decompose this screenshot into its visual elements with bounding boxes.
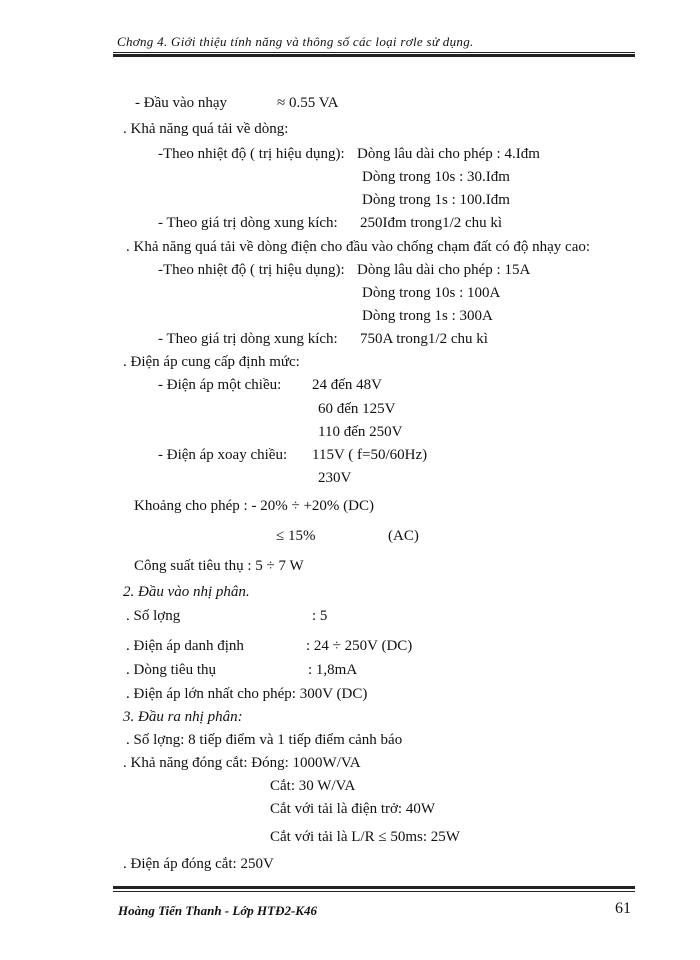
text-line: . Điện áp cung cấp định mức: [123, 354, 300, 370]
text-line: - Theo giá trị dòng xung kích: [158, 215, 338, 231]
text-line: 24 đến 48V [312, 377, 382, 393]
text-line: Dòng lâu dài cho phép : 4.Iđm [357, 146, 540, 162]
text-line: 115V ( f=50/60Hz) [312, 447, 428, 463]
text-line: . Điện áp đóng cắt: 250V [123, 856, 274, 872]
header-rule-thick [113, 54, 635, 57]
text-line: . Số lợng: 8 tiếp điểm và 1 tiếp điểm cảnh báo [126, 732, 403, 748]
page-number: 61 [615, 900, 631, 917]
text-line: 250Iđm trong1/2 chu kì [360, 215, 503, 231]
text-line: 230V [318, 470, 352, 486]
footer-rule-thin [113, 891, 635, 892]
text-line: Cắt: 30 W/VA [270, 778, 356, 794]
text-line: ≤ 15% [276, 528, 316, 544]
text-line: Dòng trong 10s : 30.Iđm [362, 169, 510, 185]
header-rule-thin [113, 52, 635, 53]
text-line: - Đầu vào nhạy [135, 95, 228, 111]
text-line: Dòng trong 1s : 300A [362, 308, 493, 324]
text-line: -Theo nhiệt độ ( trị hiệu dụng): [158, 146, 345, 162]
text-line: - Theo giá trị dòng xung kích: [158, 331, 338, 347]
text-line: . Điện áp lớn nhất cho phép: 300V (DC) [126, 686, 368, 702]
text-line: . Số lợng [126, 608, 181, 624]
text-line: . Khả năng quá tải về dòng điện cho đầu vào chống chạm đất có độ nhạy cao: [126, 239, 591, 255]
footer-rule-thick [113, 886, 635, 889]
text-line: 60 đến 125V [318, 401, 396, 417]
text-line: Dòng trong 10s : 100A [362, 285, 501, 301]
text-line: : 24 ÷ 250V (DC) [306, 638, 413, 654]
text-line: Dòng trong 1s : 100.Iđm [362, 192, 510, 208]
text-line: (AC) [388, 528, 419, 544]
text-line: . Khả năng quá tải về dòng: [123, 121, 289, 137]
text-line: . Điện áp danh định [126, 638, 244, 654]
text-line: Cắt với tải là điện trở: 40W [270, 801, 435, 817]
text-line: : 1,8mA [308, 662, 358, 678]
text-line: Cắt với tải là L/R ≤ 50ms: 25W [270, 829, 460, 845]
section-heading: 3. Đầu ra nhị phân: [123, 709, 243, 725]
text-line: 110 đến 250V [318, 424, 403, 440]
text-line: Công suất tiêu thụ : 5 ÷ 7 W [134, 558, 304, 574]
text-line: ≈ 0.55 VA [277, 95, 339, 111]
text-line: Khoảng cho phép : - 20% ÷ +20% (DC) [134, 498, 374, 514]
text-line: 750A trong1/2 chu kì [360, 331, 488, 347]
text-line: - Điện áp một chiều: [158, 377, 282, 393]
text-line: . Khả năng đóng cắt: Đóng: 1000W/VA [123, 755, 361, 771]
running-header: Chơng 4. Giới thiệu tính năng và thông số các loại rơle sử dụng. [117, 34, 474, 49]
text-line: -Theo nhiệt độ ( trị hiệu dụng): [158, 262, 345, 278]
text-line: - Điện áp xoay chiều: [158, 447, 288, 463]
text-line: : 5 [312, 608, 328, 624]
footer-author: Hoàng Tiến Thanh - Lớp HTĐ2-K46 [118, 903, 317, 918]
text-line: Dòng lâu dài cho phép : 15A [357, 262, 531, 278]
text-line: . Dòng tiêu thụ [126, 662, 216, 678]
section-heading: 2. Đầu vào nhị phân. [123, 584, 250, 600]
